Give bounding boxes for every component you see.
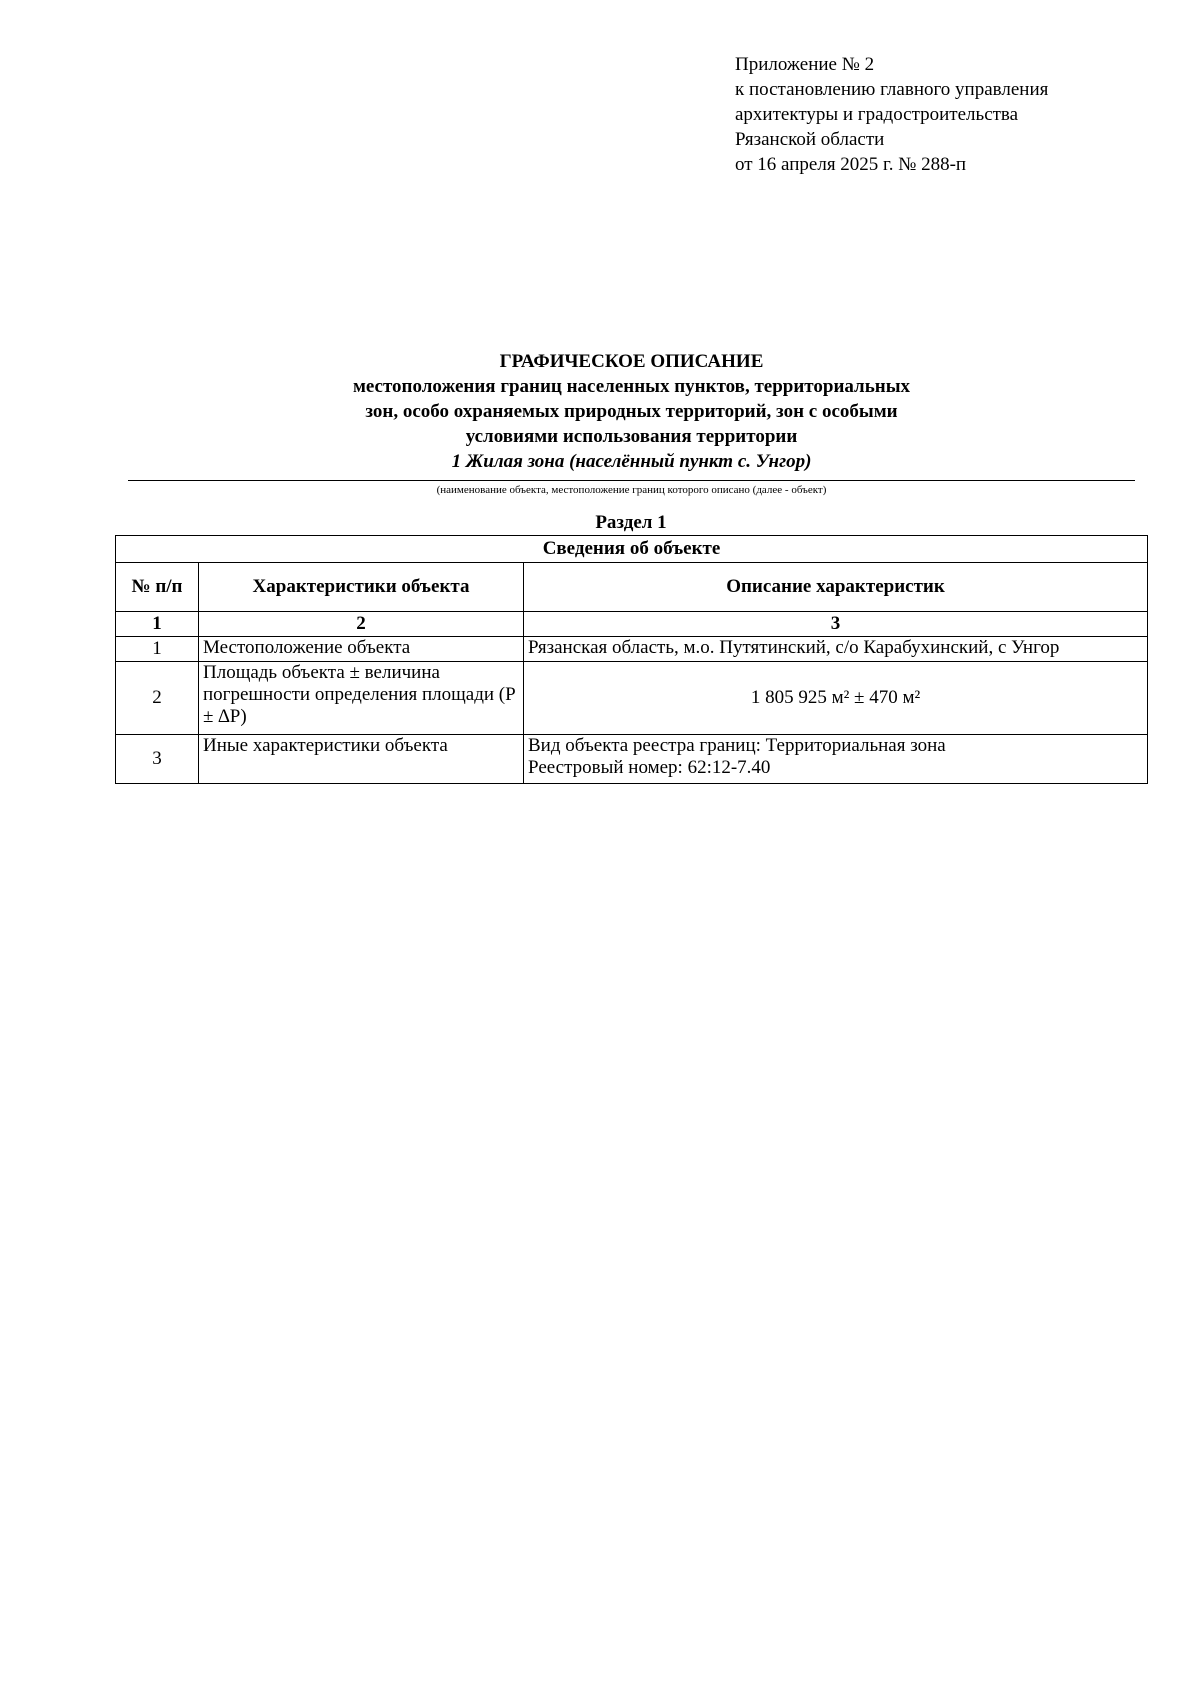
description-line: Рязанская область, м.о. Путятинский, с/о Карабухинский, с Унгор [528, 637, 1060, 658]
approval-line: Приложение № 2 [735, 54, 875, 75]
table-row [116, 662, 1148, 735]
table-caption: Сведения об объекте [116, 536, 1148, 563]
index-cell: 2 [199, 612, 524, 637]
header-characteristic: Характеристики объекта [199, 563, 524, 612]
index-cell: 3 [524, 612, 1148, 637]
row-description [524, 735, 1148, 784]
row-num: 2 [116, 662, 199, 735]
description-line: Реестровый номер: 62:12-7.40 [528, 757, 771, 778]
approval-line: к постановлению главного управления [735, 79, 1049, 100]
row-num: 1 [116, 637, 199, 662]
row-description [524, 662, 1148, 735]
approval-block [735, 52, 1048, 177]
approval-line: от 16 апреля 2025 г. № 288-п [735, 154, 967, 175]
row-characteristic: Иные характеристики объекта [199, 735, 524, 784]
index-cell: 1 [116, 612, 199, 637]
row-num: 3 [116, 735, 199, 784]
table-header-row [116, 563, 1148, 612]
row-description [524, 637, 1148, 662]
object-info-table [115, 535, 1148, 784]
approval-line: Рязанской области [735, 129, 885, 150]
table-caption-row [116, 536, 1148, 563]
document-title [128, 349, 1135, 474]
approval-line: архитектуры и градостроительства [735, 104, 1019, 125]
table-row [116, 637, 1148, 662]
table-index-row [116, 612, 1148, 637]
header-num: № п/п [116, 563, 199, 612]
title-line: местоположения границ населенных пунктов, территориальных [352, 376, 911, 397]
title-line: условиями использования территории [465, 426, 798, 447]
object-name-caption: (наименование объекта, местоположение границ которого описано (далее - объект) [436, 484, 827, 496]
section-title: Раздел 1 [595, 512, 667, 533]
object-name-underline [128, 480, 1135, 481]
object-name: 1 Жилая зона (населённый пункт с. Унгор) [451, 451, 812, 472]
description-line: Вид объекта реестра границ: Территориальная зона [528, 735, 946, 756]
title-line: зон, особо охраняемых природных территорий, зон с особыми [365, 401, 898, 422]
header-description: Описание характеристик [524, 563, 1148, 612]
row-characteristic: Местоположение объекта [199, 637, 524, 662]
description-line: 1 805 925 м² ± 470 м² [750, 687, 921, 708]
title-heading: ГРАФИЧЕСКОЕ ОПИСАНИЕ [499, 351, 764, 372]
row-characteristic: Площадь объекта ± величина погрешности определения площади (Р ± ∆Р) [199, 662, 524, 735]
table-row [116, 735, 1148, 784]
